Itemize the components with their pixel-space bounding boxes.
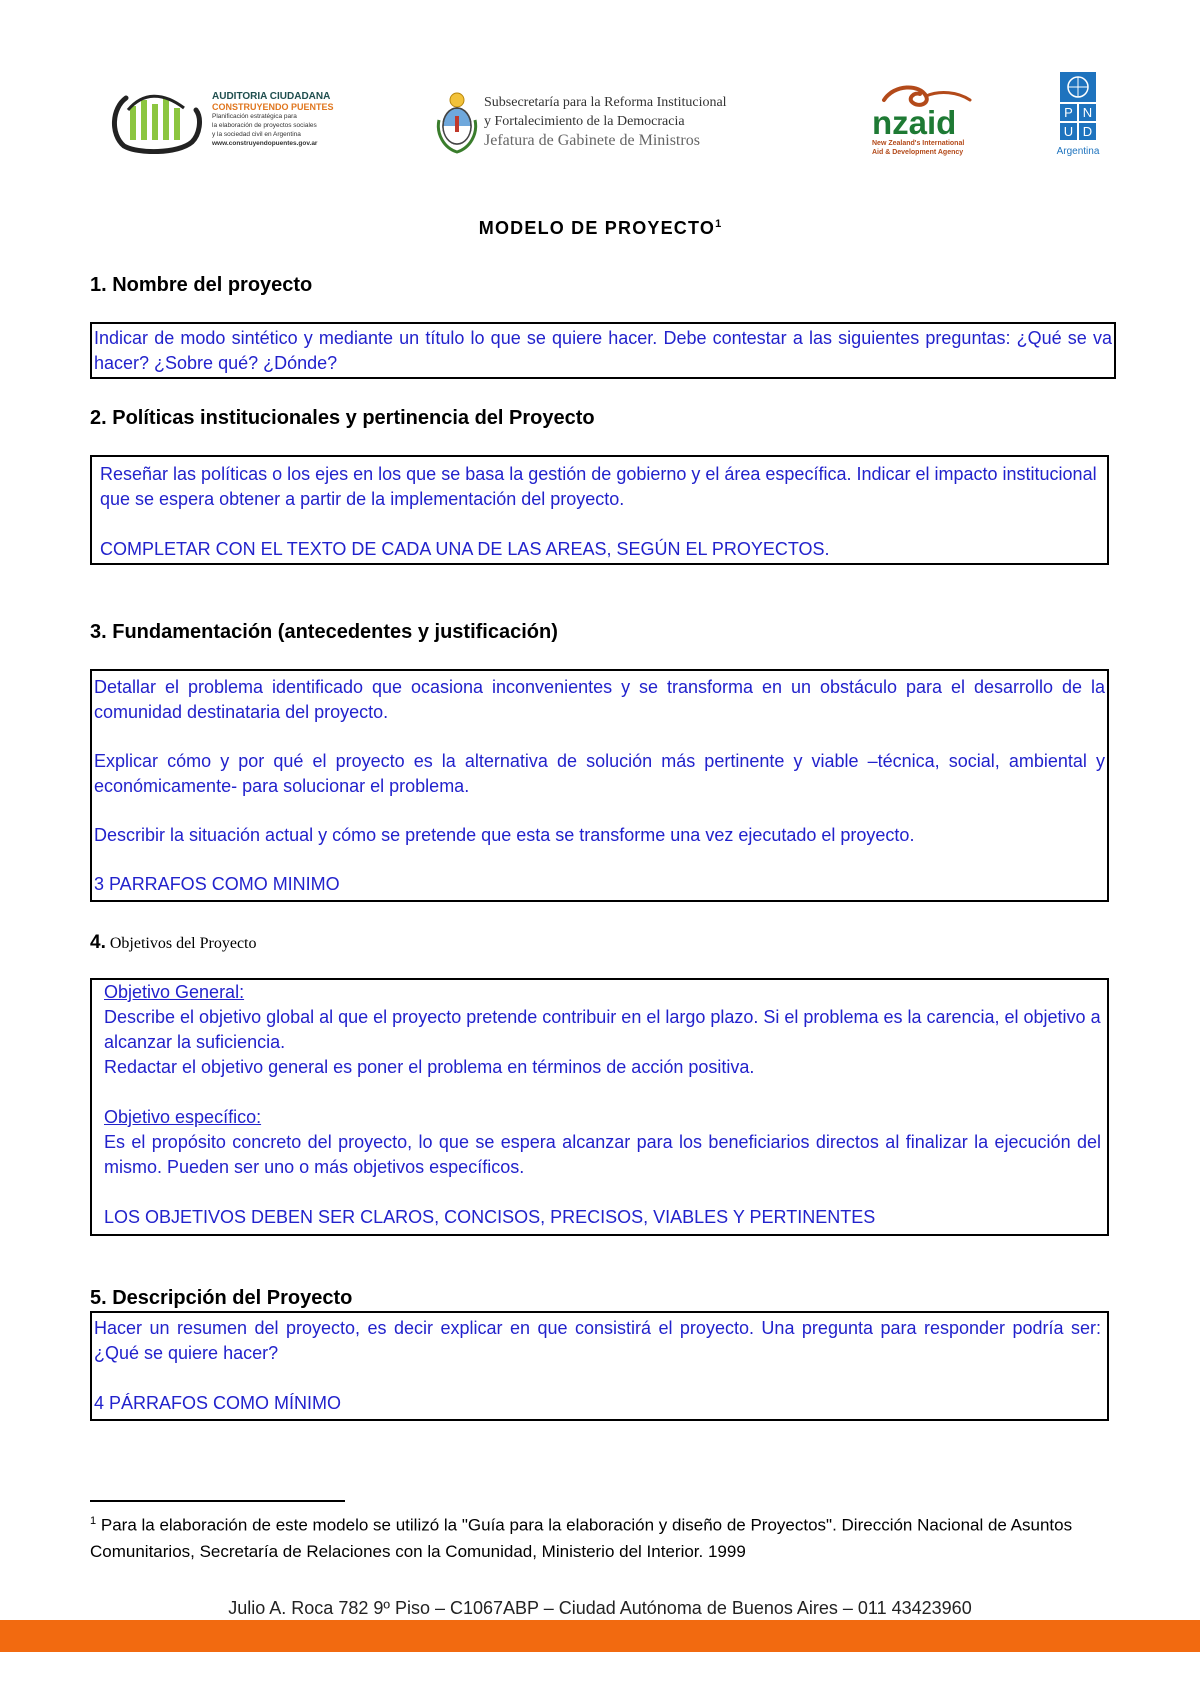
pnud-logo bbox=[1052, 72, 1104, 160]
section4-heading-text: Objetivos del Proyecto bbox=[109, 935, 257, 952]
section1-text: Indicar de modo sintético y mediante un título lo que se quiere hacer. Debe contestar a las siguientes preguntas: ¿Qué se va hacer? ¿Sobre qué? ¿Dónde? bbox=[94, 328, 1112, 373]
section5-heading: 5. Descripción del Proyecto bbox=[90, 1287, 353, 1309]
undp-letter-n: N bbox=[1082, 105, 1093, 120]
section2-heading: 2. Políticas institucionales y pertinencia del Proyecto bbox=[90, 407, 595, 429]
subsecretaria-line3: Jefatura de Gabinete de Ministros bbox=[484, 132, 700, 149]
section2-box bbox=[90, 455, 1109, 565]
footer-address: Julio A. Roca 782 9º Piso – C1067ABP – Ciudad Autónoma de Buenos Aires – 011 43423960 bbox=[228, 1598, 972, 1618]
footnote-text: Para la elaboración de este modelo se utilizó la "Guía para la elaboración y diseño de Proyectos". Dirección Nacional de Asuntos Comunitarios, Secretaría de Relaciones con la Comunidad, Ministerio del Interior. 1999 bbox=[90, 1515, 1073, 1561]
argentina-coat-of-arms-icon bbox=[436, 90, 478, 154]
section3-p3: Describir la situación actual y cómo se pretende que esta se transforme una vez ejecutado el proyecto. bbox=[94, 825, 915, 845]
nzaid-tagline2: Aid & Development Agency bbox=[872, 149, 964, 156]
section5-box bbox=[90, 1311, 1109, 1421]
section3-heading: 3. Fundamentación (antecedentes y justificación) bbox=[90, 621, 558, 643]
nzaid-name: nzaid bbox=[872, 104, 957, 141]
section5-p2: 4 PÁRRAFOS COMO MÍNIMO bbox=[94, 1393, 342, 1413]
undp-letter-d: D bbox=[1082, 124, 1093, 139]
footnote-separator bbox=[90, 1500, 345, 1502]
objetivo-general-p2: Redactar el objetivo general es poner el problema en términos de acción positiva. bbox=[104, 1057, 755, 1077]
footer-bar bbox=[0, 1620, 1200, 1652]
objetivo-especifico-label: Objetivo específico: bbox=[104, 1107, 262, 1127]
nzaid-logo bbox=[870, 82, 980, 158]
title-footnote-ref: 1 bbox=[715, 218, 722, 230]
document-title bbox=[0, 218, 1200, 239]
undp-country: Argentina bbox=[1056, 146, 1100, 157]
section3-p2: Explicar cómo y por qué el proyecto es la alternativa de solución más pertinente y viable –técnica, social, ambiental y económicamente- para solucionar el problema. bbox=[94, 751, 1105, 796]
logo1-line2: CONSTRUYENDO PUENTES bbox=[212, 102, 334, 112]
auditoria-ciudadana-logo bbox=[108, 88, 203, 154]
section1-box bbox=[90, 322, 1116, 379]
logo1-line6: www.construyendopuentes.gov.ar bbox=[212, 140, 318, 147]
footnote bbox=[90, 1508, 1080, 1565]
section2-p1: Reseñar las políticas o los ejes en los que se basa la gestión de gobierno y el área específica. Indicar el impacto institucional que se espera obtener a partir de la implementación del proyecto. bbox=[100, 464, 1097, 509]
section3-box bbox=[90, 669, 1109, 902]
section1-heading: 1. Nombre del proyecto bbox=[90, 274, 313, 296]
section2-p2: COMPLETAR CON EL TEXTO DE CADA UNA DE LAS AREAS, SEGÚN EL PROYECTOS. bbox=[100, 539, 830, 559]
logo1-line5: y la sociedad civil en Argentina bbox=[212, 131, 301, 138]
auditoria-ciudadana-text bbox=[212, 92, 382, 148]
subsecretaria-line2: y Fortalecimiento de la Democracia bbox=[484, 114, 685, 129]
subsecretaria-line1: Subsecretaría para la Reforma Institucional bbox=[484, 95, 727, 110]
logo1-line3: Planificación estratégica para bbox=[212, 113, 297, 120]
undp-letter-u: U bbox=[1063, 124, 1074, 139]
undp-letter-p: P bbox=[1064, 105, 1073, 120]
objetivo-especifico-p1: Es el propósito concreto del proyecto, lo que se espera alcanzar para los beneficiarios directos al finalizar la ejecución del mismo. Pueden ser uno o más objetivos específicos. bbox=[104, 1132, 1101, 1177]
logo1-line1: AUDITORIA CIUDADANA bbox=[212, 91, 331, 102]
objetivos-closing: LOS OBJETIVOS DEBEN SER CLAROS, CONCISOS, PRECISOS, VIABLES Y PERTINENTES bbox=[104, 1207, 876, 1227]
subsecretaria-text bbox=[484, 93, 727, 150]
section4-heading-num: 4. bbox=[90, 932, 106, 953]
document-title-text: MODELO DE PROYECTO bbox=[478, 218, 716, 238]
section3-p1: Detallar el problema identificado que ocasiona inconvenientes y se transforma en un obstáculo para el desarrollo de la comunidad destinataria del proyecto. bbox=[94, 677, 1105, 722]
objetivo-general-p1: Describe el objetivo global al que el proyecto pretende contribuir en el largo plazo. Si el problema es la carencia, el objetivo a alcanzar la suficiencia. bbox=[104, 1007, 1101, 1052]
logo1-line4: la elaboración de proyectos sociales bbox=[212, 122, 317, 129]
section3-p4: 3 PARRAFOS COMO MINIMO bbox=[94, 874, 340, 894]
footnote-marker: 1 bbox=[90, 1515, 97, 1527]
section5-p1: Hacer un resumen del proyecto, es decir explicar en que consistirá el proyecto. Una pregunta para responder podría ser: ¿Qué se quiere hacer? bbox=[94, 1318, 1101, 1363]
section4-box bbox=[90, 978, 1109, 1236]
section4-heading bbox=[90, 932, 257, 954]
nzaid-tagline1: New Zealand's International bbox=[872, 140, 965, 147]
objetivo-general-label: Objetivo General: bbox=[104, 982, 245, 1002]
